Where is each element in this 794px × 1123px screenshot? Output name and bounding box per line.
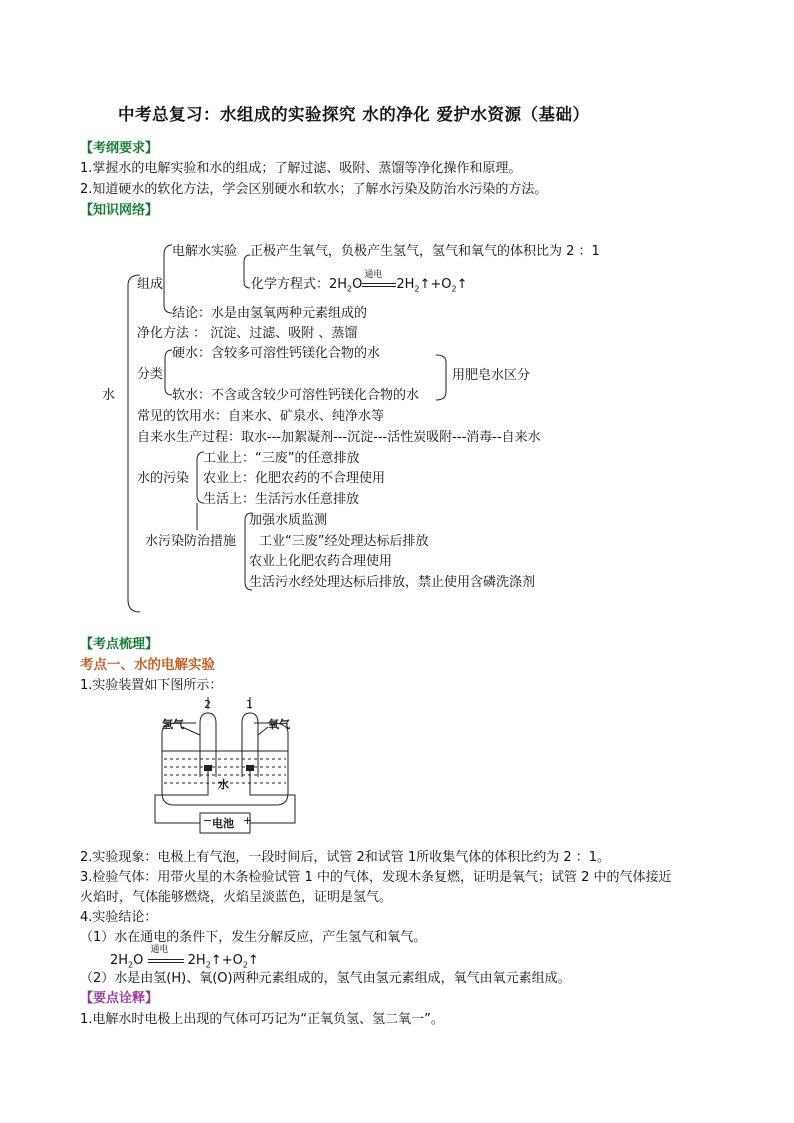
item-3b: 火焰时，气体能够燃烧，火焰呈淡蓝色，证明是氢气。 <box>80 890 393 905</box>
net-yinyong: 常见的饮用水：自来水、矿泉水、纯净水等 <box>137 409 385 424</box>
kaogang-item-2: 2.知道硬水的软化方法，学会区别硬水和软水；了解水污染及防治水污染的方法。 <box>80 182 548 197</box>
net-fangcheng-end: ↑+O <box>419 277 452 292</box>
net-nongye: 农业上：化肥农药的不合理使用 <box>203 471 386 486</box>
net-dianjie: 电解水实验 <box>172 244 238 259</box>
equation-2: $2H_2O$ 通电 $2H_2↑+O_2↑$ <box>110 952 259 975</box>
eq2-pre: 2H <box>110 953 129 968</box>
net-zucheng: 组成 <box>137 277 164 292</box>
eq2-mid: O <box>133 953 144 968</box>
item-4-1: （1）水在通电的条件下，发生分解反应，产生氢气和氧气。 <box>80 930 427 945</box>
kaodian-1-heading: 考点一、水的电解实验 <box>80 657 215 673</box>
net-feizao: 用肥皂水区分 <box>452 368 531 383</box>
yaodian-item-1: 1.电解水时电极上出现的气体可巧记为“正氧负氢、氢二氧一”。 <box>80 1012 444 1027</box>
net-root: 水 <box>102 388 116 403</box>
item-4: 4.实验结论： <box>80 910 158 925</box>
net-tongdian: 通电 <box>364 270 383 280</box>
item-1: 1.实验装置如下图所示： <box>80 678 223 693</box>
page-title: 中考总复习：水组成的实验探究 水的净化 爱护水资源（基础） <box>118 105 590 124</box>
eq2-tail: ↑ <box>247 953 259 968</box>
kaogang-item-1: 1.掌握水的电解实验和水的组成；了解过滤、吸附、蒸馏等净化操作和原理。 <box>80 161 522 176</box>
section-zhishi-heading: 【知识网络】 <box>80 203 159 218</box>
fig-label-minus: − <box>203 814 213 827</box>
item-3a: 3.检验气体：用带火星的木条检验试管 1 中的气体，发现木条复燃，证明是氧气；试管 2 中的气体接近 <box>80 870 672 885</box>
net-fangcheng-mid: O <box>352 277 363 292</box>
net-fenlei: 分类 <box>137 367 164 382</box>
net-gongye: 工业上：“三废”的任意排放 <box>203 451 360 466</box>
net-jielun: 结论：水是由氢氧两种元素组成的 <box>172 306 368 321</box>
fig-label-yang: 氧气 <box>268 718 290 731</box>
fig-label-plus: + <box>243 814 253 827</box>
item-4-2: （2）水是由氢(H)、氧(O)两种元素组成的，氢气由氢元素组成，氧气由氧元素组成。 <box>80 971 571 986</box>
net-jinghua: 净化方法 ： 沉淀、过滤、吸附 、蒸馏 <box>137 326 358 341</box>
net-fz2: 工业“三废”经处理达标后排放 <box>259 534 429 549</box>
section-kaogang-heading: 【考纲要求】 <box>80 141 159 156</box>
net-ruanshui: 软水：不含或含较少可溶性钙镁化合物的水 <box>172 388 420 403</box>
section-yaodian-heading: 【要点诠释】 <box>80 991 159 1006</box>
net-fz1: 加强水质监测 <box>249 513 328 528</box>
net-fangzhi: 水污染防治措施 <box>145 534 237 549</box>
net-yingshui: 硬水：含较多可溶性钙镁化合物的水 <box>172 346 381 361</box>
net-zilaishui: 自来水生产过程：取水---加絮凝剂---沉淀---活性炭吸附---消毒--自来水 <box>137 430 541 445</box>
net-fz3: 农业上化肥农药合理使用 <box>249 554 393 569</box>
net-zhengji: 正极产生氧气，负极产生氢气，氢气和氧气的体积比为 2 ：1 <box>250 244 600 259</box>
net-shenghuo: 生活上：生活污水任意排放 <box>203 492 360 507</box>
net-fz4: 生活污水经处理达标后排放，禁止使用含磷洗涤剂 <box>249 575 536 590</box>
item-2: 2.实验现象：电极上有气泡，一段时间后，试管 2和试管 1所收集气体的体积比约为 2 ：1。 <box>80 850 611 865</box>
section-kaodian-heading: 【考点梳理】 <box>80 637 159 652</box>
eq2-tongdian: 通电 <box>150 945 169 955</box>
fig-label-dianchi: 电池 <box>212 817 234 830</box>
eq2-post: 2H <box>187 953 206 968</box>
net-fangcheng-tail: ↑ <box>456 277 468 292</box>
fig-label-1: 1 <box>246 698 253 711</box>
fig-label-2: 2 <box>204 698 211 711</box>
net-fangcheng-post: 2H <box>396 277 415 292</box>
net-fangcheng-pre: 化学方程式：2H <box>251 277 348 292</box>
fig-label-shui: 水 <box>218 778 229 791</box>
fig-label-qing: 氢气 <box>162 718 184 731</box>
net-wuran: 水的污染 <box>137 471 190 486</box>
eq2-mid2: ↑+O <box>210 953 243 968</box>
net-fangcheng: 化学方程式：$2H_2O$ 通电 $2H_2↑+O_2↑$ <box>251 276 468 299</box>
